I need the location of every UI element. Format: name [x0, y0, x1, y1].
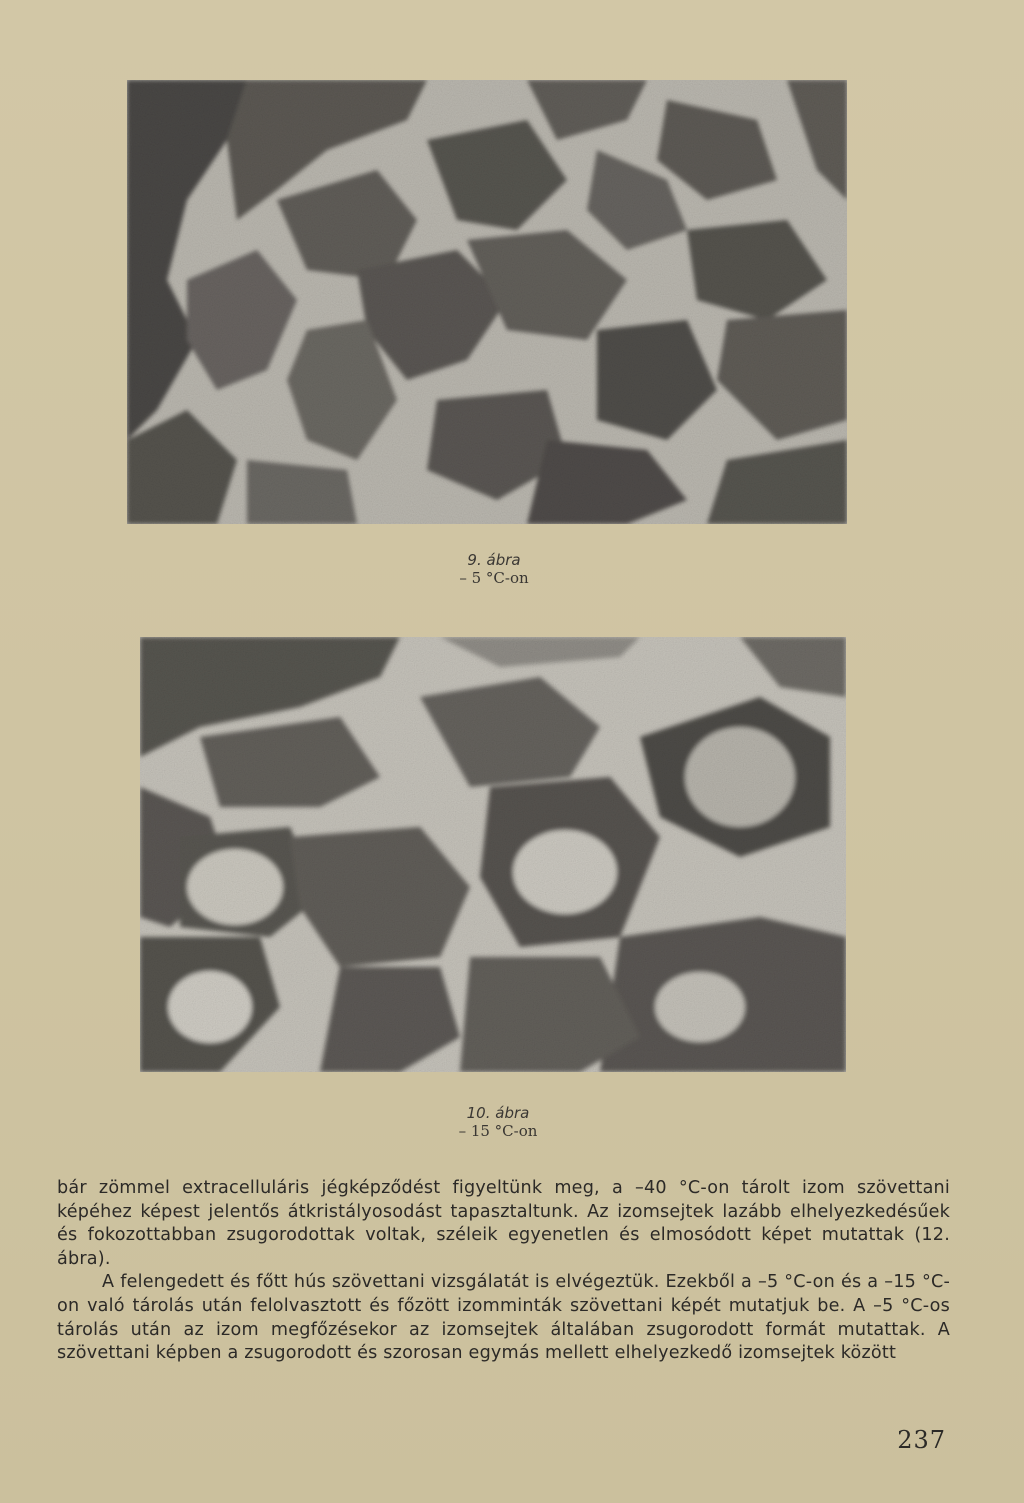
- figure-10-caption: [398, 1104, 598, 1140]
- figure-9-micrograph: [127, 80, 847, 524]
- figure-9-temperature: – 5 °C-on: [459, 569, 529, 587]
- figure-9-caption: [394, 551, 594, 587]
- body-text: [57, 1177, 950, 1366]
- page-number: 237: [897, 1426, 946, 1454]
- figure-10-micrograph: [140, 637, 846, 1072]
- figure-10-label: 10. ábra: [466, 1104, 530, 1122]
- figure-10-temperature: – 15 °C-on: [458, 1122, 538, 1140]
- paragraph-2: A felengedett és főtt hús szövettani vizsgálatát is elvégeztük. Ezekből a –5 °C-on és a –15 °C-on való tárolás után felolvasztott és főzött izomminták szövettani képét mutatjuk be. A –5 °C-os tárolás után az izom megfőzésekor az izomsejtek általában zsugorodott formát mutattak. A szövettani képben a zsugorodott és szorosan egymás mellett elhelyezkedő izomsejtek között: [57, 1272, 950, 1364]
- figure-9-label: 9. ábra: [467, 551, 521, 569]
- paragraph-1: bár zömmel extracelluláris jégképződést figyeltünk meg, a –40 °C-on tárolt izom szövettani képéhez képest jelentős átkristályosodást tapasztaltunk. Az izomsejtek lazább elhelyezkedésűek és fokozottabban zsugorodottak voltak, széleik egyenetlen és elmosódott képet mutattak (12. ábra).: [57, 1178, 950, 1269]
